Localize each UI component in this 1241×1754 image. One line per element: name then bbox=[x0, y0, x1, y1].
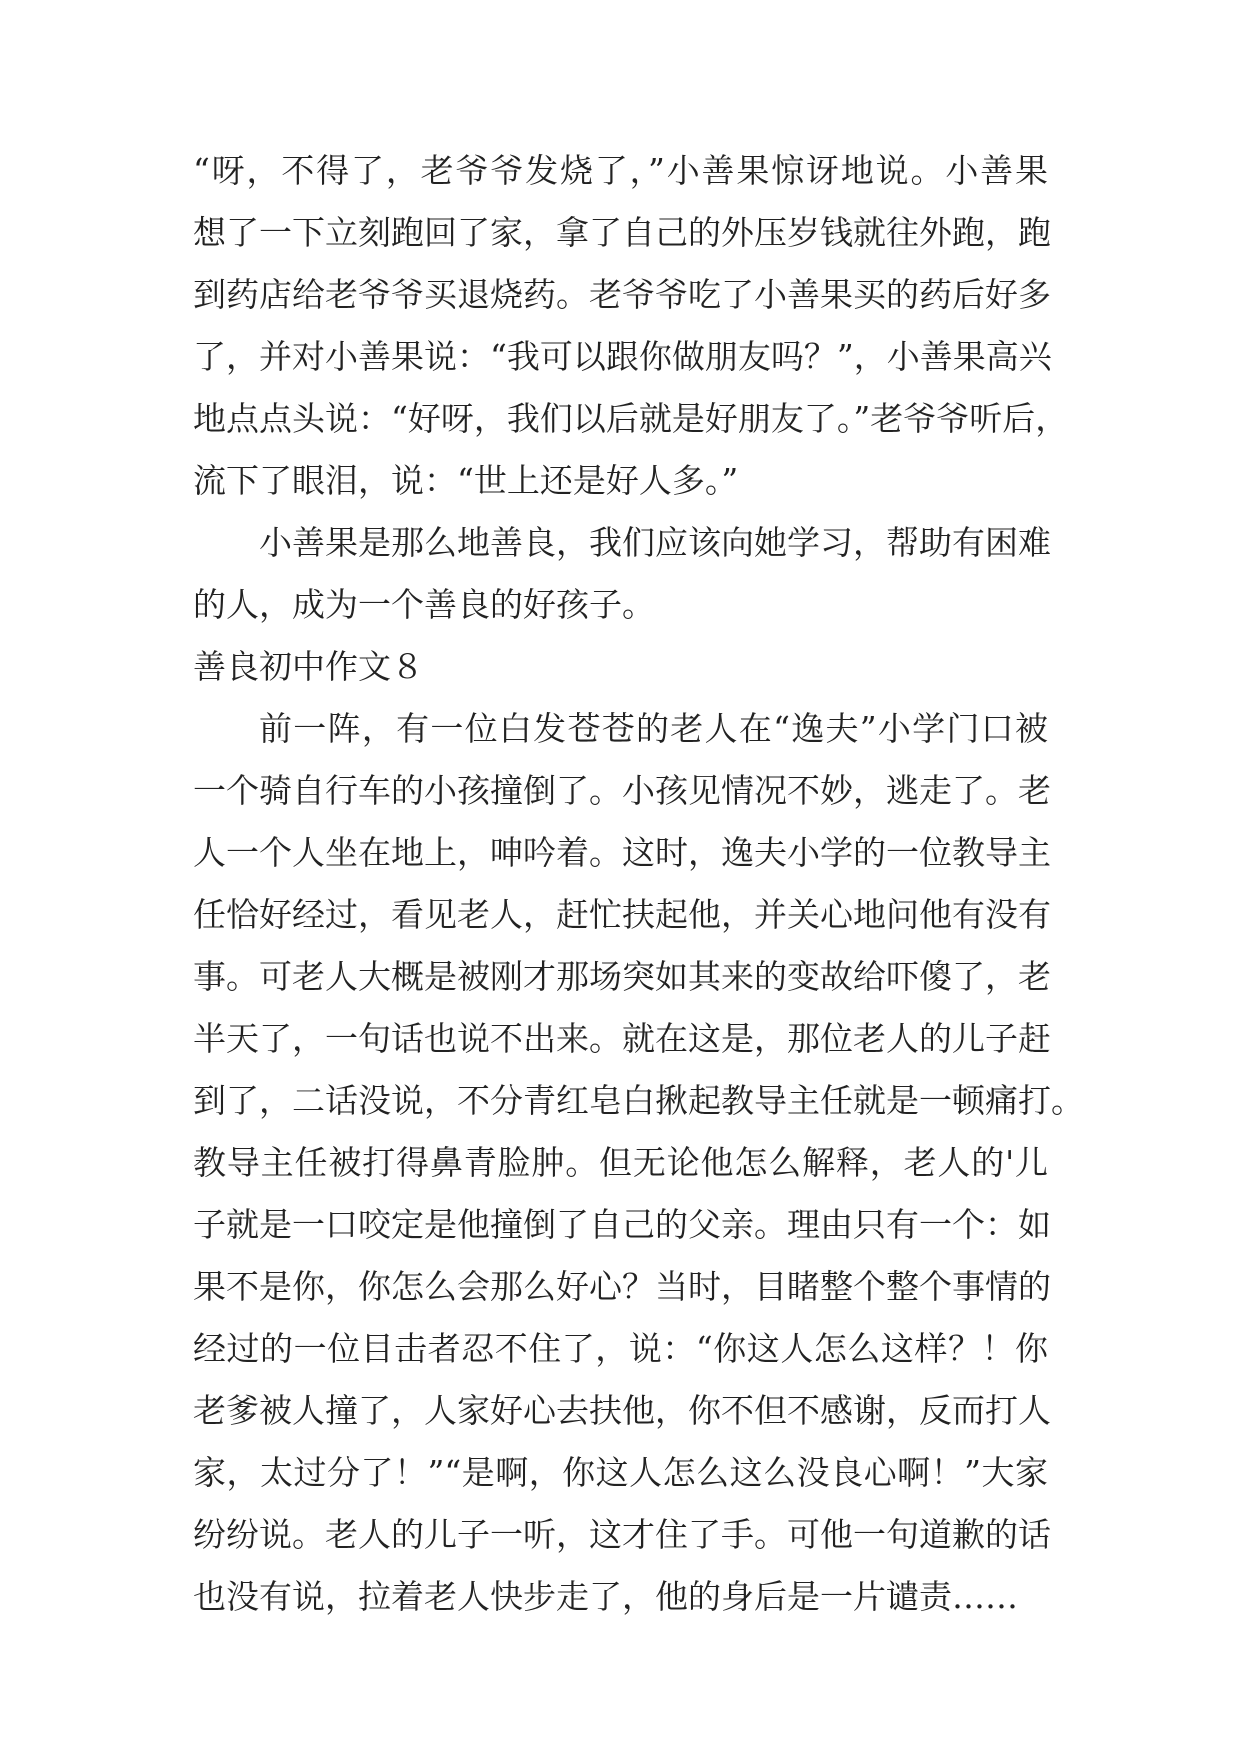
text-line: 了，并对小善果说：“我可以跟你做朋友吗？”，小善果高兴 bbox=[193, 337, 1052, 376]
text-line: 纷纷说。老人的儿子一听，这才住了手。可他一句道歉的话 bbox=[193, 1515, 1051, 1554]
text-line: “呀，不得了，老爷爷发烧了，”小善果惊讶地说。小善果 bbox=[193, 151, 1048, 190]
text-line: 半天了，一句话也说不出来。就在这是，那位老人的儿子赶 bbox=[193, 1019, 1051, 1058]
paragraph-1 bbox=[193, 140, 1069, 512]
paragraph-3 bbox=[193, 698, 1084, 1628]
text-line: 前一阵，有一位白发苍苍的老人在“逸夫”小学门口被 bbox=[259, 709, 1048, 748]
paragraph-2 bbox=[193, 512, 1051, 636]
text-line: 小善果是那么地善良，我们应该向她学习，帮助有困难 bbox=[259, 523, 1051, 562]
text-line: 流下了眼泪，说：“世上还是好人多。” bbox=[193, 461, 739, 500]
text-line: 家，太过分了！”“是啊，你这人怎么这么没良心啊！”大家 bbox=[193, 1453, 1048, 1492]
text-line: 人一个人坐在地上，呻吟着。这时，逸夫小学的一位教导主 bbox=[193, 833, 1051, 872]
text-line: 到了，二话没说，不分青红皂白揪起教导主任就是一顿痛打。 bbox=[193, 1081, 1084, 1120]
text-line: 经过的一位目击者忍不住了，说：“你这人怎么这样？！你 bbox=[193, 1329, 1048, 1368]
text-line: 也没有说，拉着老人快步走了，他的身后是一片谴责…… bbox=[193, 1577, 1018, 1616]
text-line: 想了一下立刻跑回了家，拿了自己的外压岁钱就往外跑，跑 bbox=[193, 213, 1051, 252]
text-line: 到药店给老爷爷买退烧药。老爷爷吃了小善果买的药后好多 bbox=[193, 275, 1051, 314]
text-line: 事。可老人大概是被刚才那场突如其来的变故给吓傻了，老 bbox=[193, 957, 1051, 996]
text-line: 果不是你，你怎么会那么好心？当时，目睹整个整个事情的 bbox=[193, 1267, 1051, 1306]
document-page bbox=[193, 140, 1084, 1628]
text-line: 的人，成为一个善良的好孩子。 bbox=[193, 585, 655, 624]
text-line: 一个骑自行车的小孩撞倒了。小孩见情况不妙，逃走了。老 bbox=[193, 771, 1051, 810]
text-line: 教导主任被打得鼻青脸肿。但无论他怎么解释，老人的'儿 bbox=[193, 1143, 1048, 1182]
text-line: 地点点头说：“好呀，我们以后就是好朋友了。”老爷爷听后， bbox=[193, 399, 1069, 438]
text-line: 老爹被人撞了，人家好心去扶他，你不但不感谢，反而打人 bbox=[193, 1391, 1051, 1430]
text-line: 任恰好经过，看见老人，赶忙扶起他，并关心地问他有没有 bbox=[193, 895, 1051, 934]
text-line: 子就是一口咬定是他撞倒了自己的父亲。理由只有一个：如 bbox=[193, 1205, 1051, 1244]
section-heading: 善良初中作文８ bbox=[193, 647, 424, 686]
